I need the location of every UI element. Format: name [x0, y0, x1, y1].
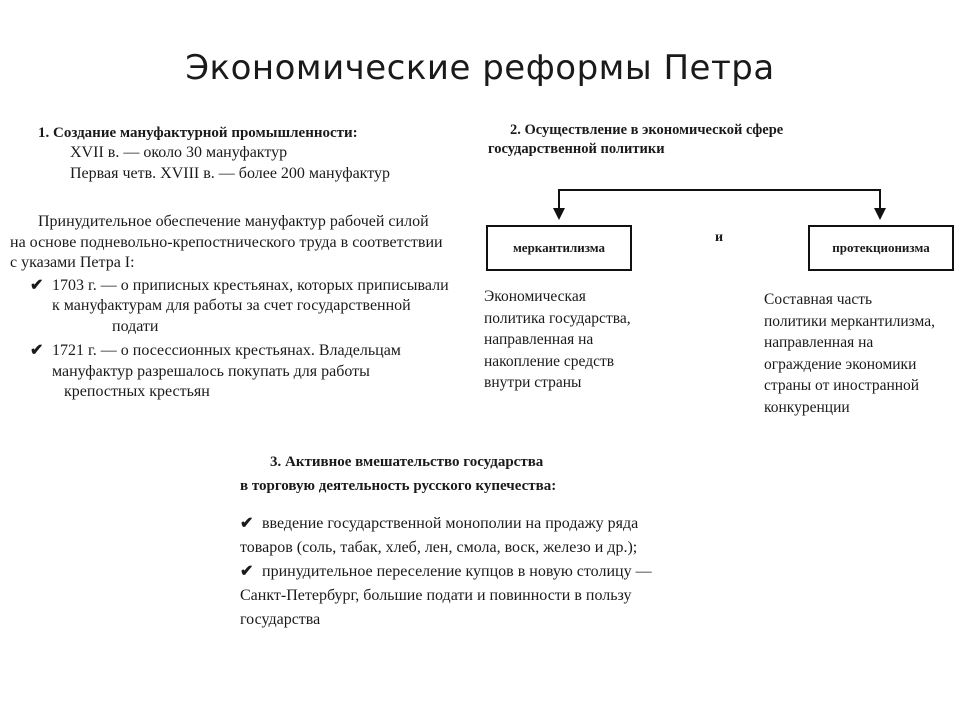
check-icon: ✔ — [30, 342, 44, 359]
bullet-resettlement-line-3: государства — [240, 611, 321, 628]
desc-right-line: Составная часть — [764, 291, 873, 308]
block-manufacturing — [38, 124, 468, 184]
arrow-right-icon — [874, 208, 886, 220]
block1-heading: 1. Создание мануфактурной промышленности: — [38, 125, 358, 141]
intro-line-1: Принудительное обеспечение мануфактур рабочей силой — [38, 213, 429, 230]
bullet-1703-line-3: подати — [112, 317, 159, 335]
bullet-resettlement-line-1: принудительное переселение купцов в новую столицу — — [262, 563, 652, 580]
box-protectionism: протекционизма — [808, 225, 954, 271]
fact-xvii: XVII в. — около 30 мануфактур — [70, 144, 288, 161]
block3-heading-line-1: 3. Активное вмешательство государства — [270, 454, 544, 470]
desc-protectionism — [764, 289, 954, 418]
check-icon: ✔ — [240, 515, 254, 532]
bullet-1721 — [10, 341, 470, 403]
bullet-1721-line-2: мануфактур разрешалось покупать для работы — [52, 362, 370, 380]
block1-body — [10, 212, 470, 403]
bullet-monopoly-line-1: введение государственной монополии на продажу ряда — [262, 515, 639, 532]
desc-right-line: страны от иностранной — [764, 377, 920, 394]
block2-heading-line-2: государственной политики — [488, 141, 665, 157]
bullet-1703-line-2: к мануфактурам для работы за счет государственной — [52, 297, 411, 314]
desc-right-line: конкуренции — [764, 398, 850, 416]
block-trade — [240, 450, 760, 632]
connector-and: и — [715, 230, 724, 245]
bullet-resettlement — [240, 560, 760, 632]
block2-heading-line-1: 2. Осуществление в экономической сфере — [510, 122, 784, 138]
check-icon: ✔ — [30, 276, 44, 294]
block-policy — [488, 121, 948, 159]
desc-left-line: Экономическая — [484, 288, 586, 305]
intro-line-2: на основе подневольно-крепостнического труда в соответствии — [10, 233, 443, 251]
desc-left-line: накопление средств — [484, 352, 615, 370]
desc-right-line: направленная на — [764, 334, 874, 351]
bullet-1703-line-1: 1703 г. — о приписных крестьянах, которых приписывали — [52, 276, 449, 294]
bullet-monopoly — [240, 512, 760, 560]
desc-mercantilism — [484, 286, 684, 394]
connector-line — [559, 190, 880, 217]
block3-heading-line-2: в торговую деятельность русского купечества: — [240, 478, 557, 494]
desc-left-line: внутри страны — [484, 374, 582, 391]
slide-title: Экономические реформы Петра — [185, 48, 775, 88]
bullet-resettlement-line-2: Санкт-Петербург, большие подати и повинности в пользу — [240, 587, 632, 604]
desc-left-line: политика государства, — [484, 309, 631, 327]
desc-right-line: политики меркантилизма, — [764, 312, 936, 330]
bullet-1703 — [10, 276, 470, 338]
bullet-1721-line-1: 1721 г. — о посессионных крестьянах. Владельцам — [52, 342, 401, 359]
box-mercantilism: меркантилизма — [486, 225, 632, 271]
desc-left-line: направленная на — [484, 331, 594, 348]
check-icon: ✔ — [240, 563, 254, 580]
intro-line-3: с указами Петра I: — [10, 254, 135, 271]
fact-xviii: Первая четв. XVIII в. — более 200 мануфактур — [70, 164, 391, 182]
bullet-monopoly-line-2: товаров (соль, табак, хлеб, лен, смола, воск, железо и др.); — [240, 539, 638, 556]
desc-right-line: ограждение экономики — [764, 355, 917, 373]
arrow-left-icon — [553, 208, 565, 220]
bullet-1721-line-3: крепостных крестьян — [64, 383, 210, 400]
